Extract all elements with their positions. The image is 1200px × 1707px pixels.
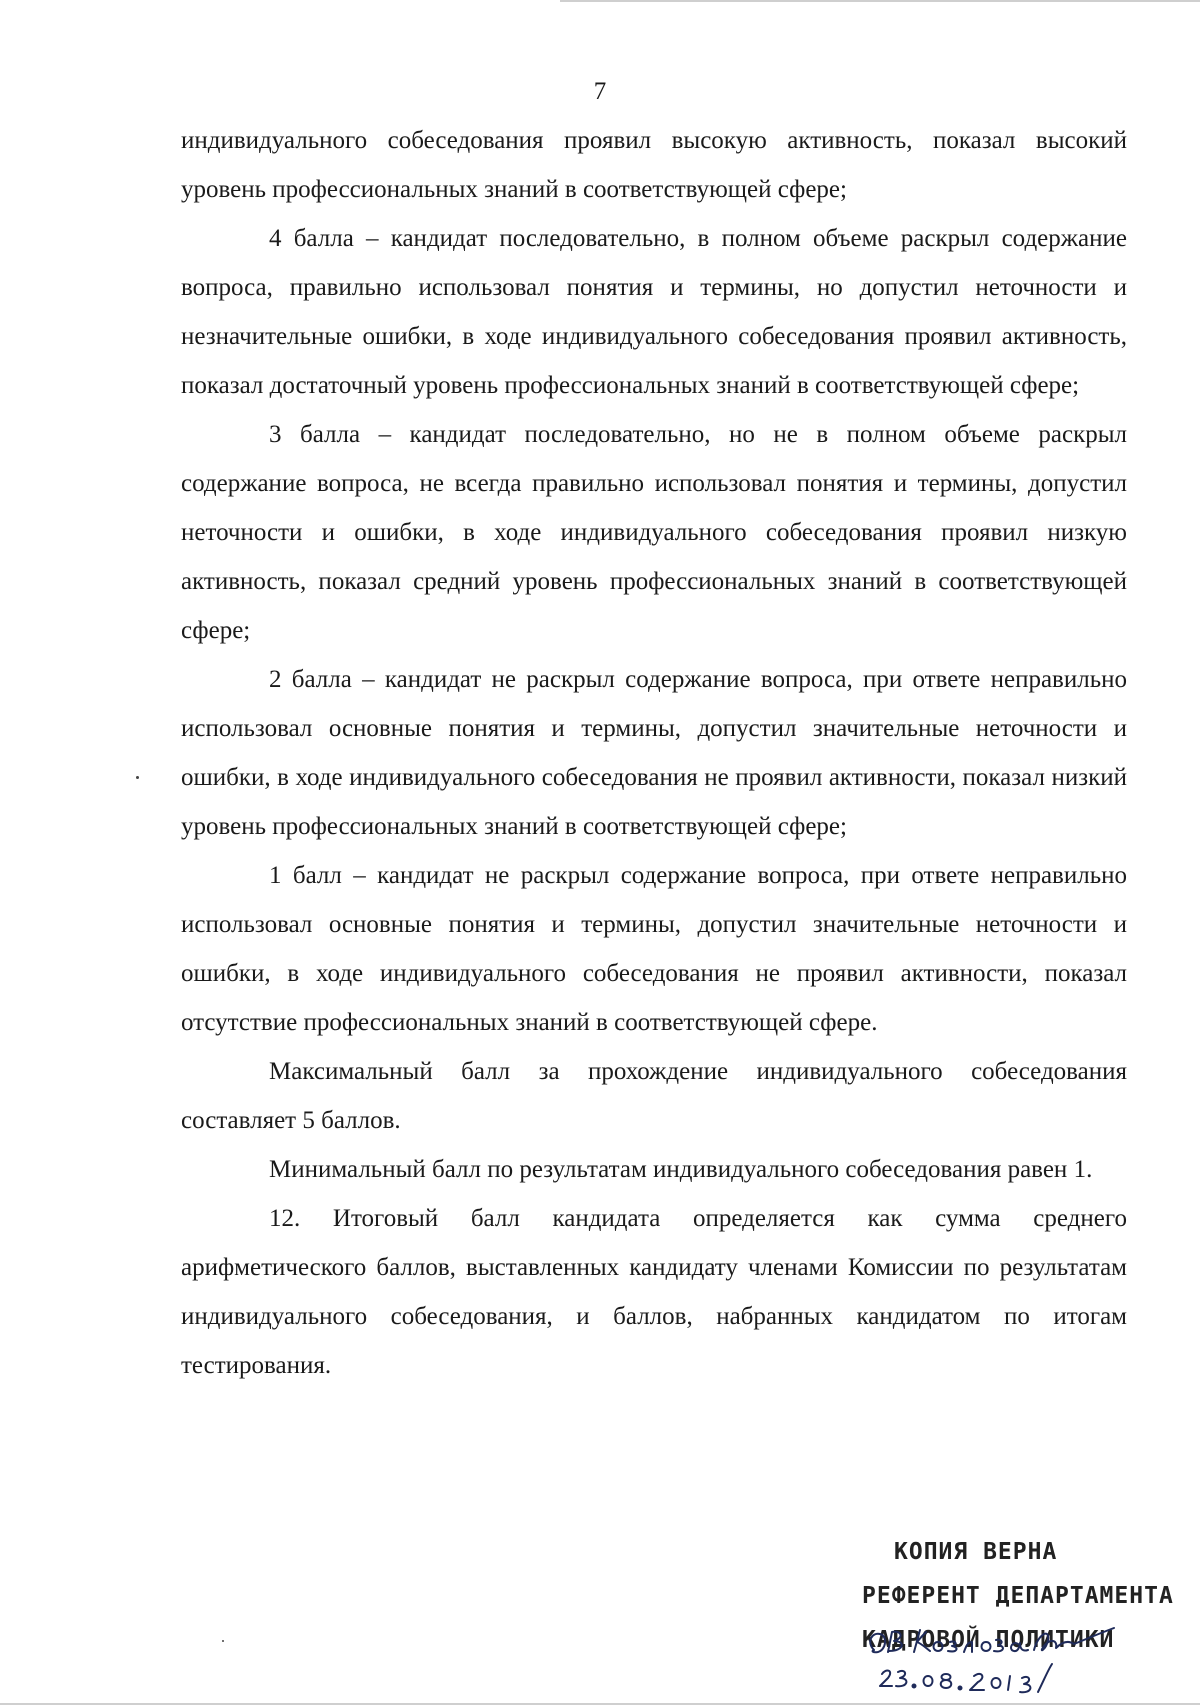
scan-edge-top [560, 0, 1200, 2]
stamp-line-copy-verified: КОПИЯ ВЕРНА [894, 1539, 1058, 1565]
scan-speck [222, 1640, 224, 1642]
paragraph-score-1: 1 балл – кандидат не раскрыл содержание вопроса, при ответе неправильно использовал основные понятия и термины, допустил значительные неточности и ошибки, в ходе индивидуального собеседования не проявил активности, показал отсутствие профессиональных знаний в соответствующей сфере. [181, 862, 1127, 1036]
stamp-line-department: КАДРОВОЙ ПОЛИТИКИ [862, 1627, 1115, 1653]
handwritten-signature [862, 1620, 1162, 1706]
paragraph-min-score: Минимальный балл по результатам индивидуального собеседования равен 1. [269, 1156, 1093, 1183]
page-number: 7 [593, 78, 607, 105]
paragraph-final-score: 12. Итоговый балл кандидата определяется как сумма среднего арифметического баллов, выставленных кандидату членами Комиссии по результатам индивидуального собеседования, и баллов, набранных кандидатом по итогам тестирования. [181, 1205, 1127, 1379]
document-body [181, 116, 1127, 1390]
paragraph-continuation: индивидуального собеседования проявил высокую активность, показал высокий уровень профессиональных знаний в соответствующей сфере; [181, 127, 1127, 203]
paragraph-score-2: 2 балла – кандидат не раскрыл содержание вопроса, при ответе неправильно использовал основные понятия и термины, допустил значительные неточности и ошибки, в ходе индивидуального собеседования не проявил активности, показал низкий уровень профессиональных знаний в соответствующей сфере; [181, 666, 1127, 840]
paragraph-score-3: 3 балла – кандидат последовательно, но не в полном объеме раскрыл содержание вопроса, не всегда правильно использовал понятия и термины, допустил неточности и ошибки, в ходе индивидуального собеседования проявил низкую активность, показал средний уровень профессиональных знаний в соответствующей сфере; [181, 421, 1127, 644]
paragraph-max-score: Максимальный балл за прохождение индивидуального собеседования составляет 5 баллов. [181, 1058, 1127, 1134]
scan-speck [136, 776, 139, 779]
paragraph-score-4: 4 балла – кандидат последовательно, в полном объеме раскрыл содержание вопроса, правильно использовал понятия и термины, но допустил неточности и незначительные ошибки, в ходе индивидуального собеседования проявил активность, показал достаточный уровень профессиональных знаний в соответствующей сфере; [181, 225, 1127, 399]
stamp-line-referent: РЕФЕРЕНТ ДЕПАРТАМЕНТА [862, 1583, 1174, 1609]
